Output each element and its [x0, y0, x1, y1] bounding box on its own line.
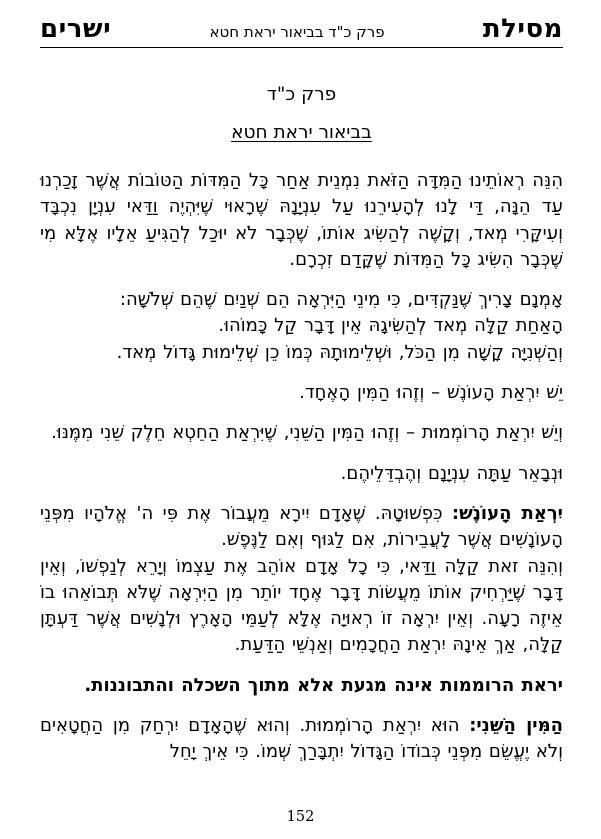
section-heading: בביאור יראת חטא: [231, 122, 372, 143]
chapter-heading: פרק כ"ד: [266, 84, 337, 105]
page-body: [40, 83, 563, 766]
fear-of-punishment-line-2: וְהִנֵּה זאת קַלָּה וַדַּאי, כִּי כָל אָדָם אוֹהֵב אֶת עַצְמוֹ וְיָרֵא לְנַפְשׁוֹ, וְאֵין דָּבָר שֶׁיַּרְחִיק אוֹתוֹ מֵעֲשׂוֹת דָּבָר אֶחָד יוֹתֵר מִן הַיִּרְאָה שֶׁלֹּא תְּבוֹאֵהוּ בוֹ אֵיזֶה רָעָה. וְאֵין יִרְאָה זוֹ רְאוּיָה אֶלָּא לְעַמֵּי הָאָרֶץ וּלְנָשִׁים אֲשֶׁר דַּעְתָּן קַלָּה, אַךְ אֵינָהּ יִרְאַת הַחֲכָמִים וְאַנְשֵׁי הַדַּעַת.: [40, 555, 563, 656]
running-head: פרק כ"ד בביאור יראת חטא: [209, 23, 385, 41]
kinds-line-3: וְהַשְּׁנִיָּה קָשָׁה מִן הַכֹּל, וּשְׁלֵימוּתָהּ כְּמוֹ כֵן שְׁלֵימוּת גָּדוֹל מְאד.: [116, 341, 563, 363]
paragraph-type-one: יֵשׁ יִרְאַת הָעוֹנֶשׁ – וְזֶהוּ הַמִּין הָאֶחָד.: [299, 382, 563, 404]
fear-of-punishment-lead: יִרְאַת הָעוֹנֶשׁ:: [451, 502, 563, 524]
paragraph-type-two: וְיֵשׁ יִרְאַת הָרוֹמְמוּת – וְזֶהוּ הַמִּין הַשֵּׁנִי, שֶׁיִּרְאַת הַחֵטְא חֵלֶק שֵׁנִי מִמֶּנּוּ.: [51, 422, 563, 444]
second-type-lead: הַמִּין הַשֵּׁנִי:: [469, 715, 563, 737]
page-header: [40, 0, 563, 48]
second-type-text: הוּא יִרְאַת הָרוֹמְמוּת. וְהוּא שֶׁהָאָדָם יִרְחַק מִן הַחֲטָאִים וְלֹא יֶעֱשֵׂם מִפְּנֵי כְּבוֹדוֹ הַגָּדוֹל יִתְבָּרַךְ שְׁמוֹ. כִּי אֵיךְ יָחֵל: [40, 715, 563, 763]
page-number: 152: [286, 809, 315, 825]
paragraph-kinds-of-fear: [40, 287, 563, 366]
book-title-first-word: מסילת: [482, 14, 563, 44]
book-title-second-word: ישרים: [40, 14, 112, 44]
kinds-line-1: אָמְנָם צָרִיךְ שֶׁנַּקְדִּים, כִּי מִינֵי הַיִּרְאָה הֵם שְׁנַיִם שֶׁהֵם שְׁלֹשָׁה:: [119, 289, 563, 311]
paragraph-transition: וּנְבָאֵר עַתָּה עִנְיָנָם וְהֶבְדֵּלֵיהֶם.: [340, 462, 563, 484]
paragraph-romemut-statement: יראת הרוממות אינה מגעת אלא מתוך השכלה והתבוננות.: [84, 674, 563, 696]
kinds-line-2: הָאַחַת קַלָּה מְאד לְהַשִּׂיגָהּ אֵין דָּבָר קַל כָּמוֹהוּ.: [218, 315, 563, 337]
fear-of-punishment-line-1: כִּפְשׁוּטָהּ. שֶׁאָדָם יִירָא מֵעֲבוֹר אֶת פִּי ה' אֱלֹהָיו מִפְּנֵי הָעוֹנָשִׁים אֲשֶׁר לָעֲבֵירוֹת, אִם לַגּוּף וְאִם לַנֶּפֶשׁ.: [40, 502, 563, 551]
paragraph-intro: הִנֵּה רְאוֹתֵינוּ הַמִּדָּה הַזֹּאת נִמְנֵית אַחַר כָּל הַמִּדּוֹת הַטּוֹבוֹת אֲשֶׁר זָכַרְנוּ עַד הֵנָּה, דַּי לָנוּ לְהָעִירֵנוּ עַל עִנְיָנָהּ שֶׁרָאוּי שֶׁיִּהְיֶה וַדַּאי עִנְיָן נִכְבָּד וְעִיקָּרִי מְאד, וְקָשֶׁה לְהַשִּׂיג אוֹתוֹ, שֶׁכְּבָר לֹא יוּכַל לְהַגִּיעַ אֵלָיו אֶלָּא מִי שֶׁכְּבָר הִשִּׂיג כָּל הַמִּדּוֹת שֶׁקָּדַם זִכְרָם.: [40, 170, 563, 270]
paragraph-second-type: [40, 713, 563, 766]
paragraph-fear-of-punishment: [40, 501, 563, 659]
